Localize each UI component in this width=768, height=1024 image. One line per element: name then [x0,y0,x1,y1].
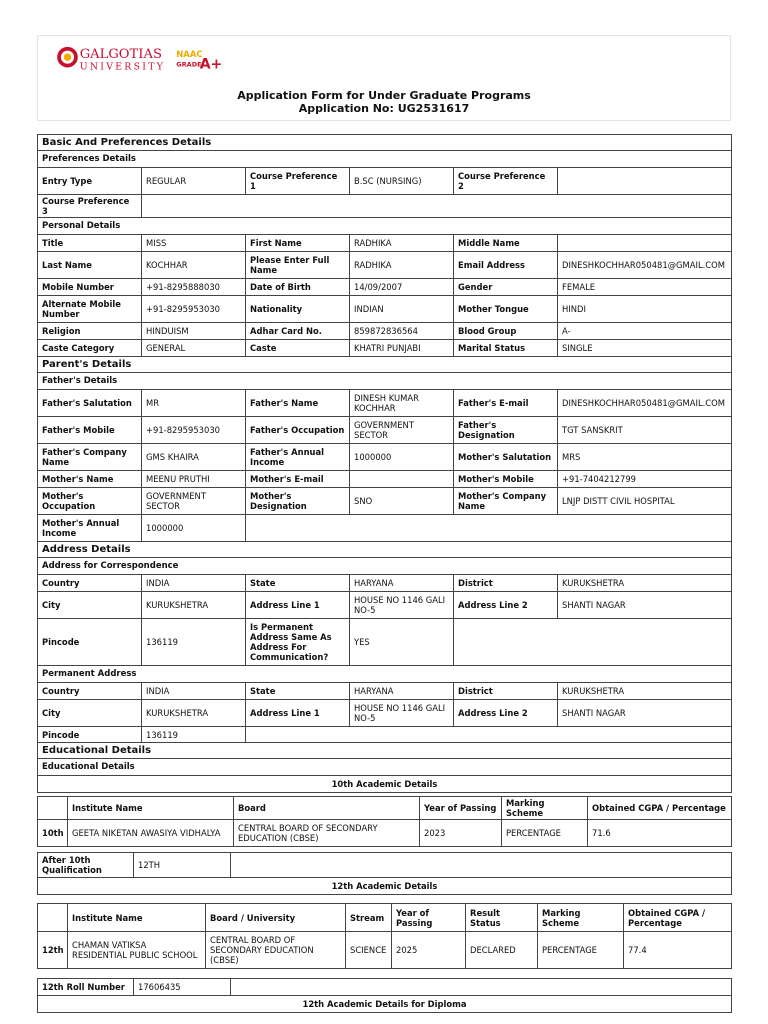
label-mother-designation: Mother's Designation [246,488,350,515]
twelfth-year: 2025 [392,932,466,969]
twelfth-level: 12th [38,932,68,969]
value-last-name: KOCHHAR [142,252,246,279]
label-mother-company: Mother's Company Name [454,488,558,515]
twelfth-header-institute: Institute Name [68,904,206,932]
subsection-preferences: Preferences Details [38,151,732,168]
twelfth-header-level [38,904,68,932]
label-email: Email Address [454,252,558,279]
tenth-header-cgpa: Obtained CGPA / Percentage [588,797,732,820]
tenth-institute: GEETA NIKETAN AWASIYA VIDHALYA [68,820,234,847]
label-adhar: Adhar Card No. [246,323,350,340]
label-mother-tongue: Mother Tongue [454,296,558,323]
value-mother-company: LNJP DISTT CIVIL HOSPITAL [558,488,732,515]
tenth-header-level [38,797,68,820]
label-father-email: Father's E-mail [454,390,558,417]
value-corr-district: KURUKSHETRA [558,575,732,592]
label-title: Title [38,235,142,252]
value-father-designation: TGT SANSKRIT [558,417,732,444]
value-same-address: YES [350,619,454,666]
value-mother-name: MEENU PRUTHI [142,471,246,488]
value-mother-tongue: HINDI [558,296,732,323]
value-corr-city: KURUKSHETRA [142,592,246,619]
empty-cell [246,515,732,542]
label-corr-line1: Address Line 1 [246,592,350,619]
label-course-pref-1: Course Preference 1 [246,168,350,195]
tenth-academic-table [37,796,732,847]
value-corr-line2: SHANTI NAGAR [558,592,732,619]
details-table [37,134,732,793]
galgotias-logo [50,44,250,74]
label-nationality: Nationality [246,296,350,323]
tenth-header-institute: Institute Name [68,797,234,820]
label-mother-income: Mother's Annual Income [38,515,142,542]
label-father-salutation: Father's Salutation [38,390,142,417]
value-perm-line1: HOUSE NO 1146 GALI NO-5 [350,700,454,727]
value-dob: 14/09/2007 [350,279,454,296]
twelfth-board: CENTRAL BOARD OF SECONDARY EDUCATION (CBSE) [206,932,346,969]
label-corr-country: Country [38,575,142,592]
value-father-mobile: +91-8295953030 [142,417,246,444]
twelfth-academic-heading: 12th Academic Details [38,878,732,895]
label-caste-category: Caste Category [38,340,142,357]
value-course-pref-2 [558,168,732,195]
label-corr-pincode: Pincode [38,619,142,666]
label-perm-country: Country [38,683,142,700]
label-gender: Gender [454,279,558,296]
tenth-cgpa: 71.6 [588,820,732,847]
value-perm-district: KURUKSHETRA [558,683,732,700]
value-father-name: DINESH KUMAR KOCHHAR [350,390,454,417]
twelfth-header-cgpa: Obtained CGPA / Percentage [624,904,732,932]
tenth-header-board: Board [234,797,420,820]
label-roll-12th: 12th Roll Number [38,979,134,996]
label-blood-group: Blood Group [454,323,558,340]
value-corr-pincode: 136119 [142,619,246,666]
value-roll-12th: 17606435 [134,979,231,996]
value-title: MISS [142,235,246,252]
twelfth-header-result: Result Status [466,904,538,932]
label-perm-city: City [38,700,142,727]
value-father-company: GMS KHAIRA [142,444,246,471]
value-caste-category: GENERAL [142,340,246,357]
subsection-personal: Personal Details [38,218,732,235]
value-alt-mobile: +91-8295953030 [142,296,246,323]
value-perm-pincode: 136119 [142,727,246,743]
label-perm-district: District [454,683,558,700]
tenth-marking: PERCENTAGE [502,820,588,847]
value-father-occupation: GOVERNMENT SECTOR [350,417,454,444]
value-father-salutation: MR [142,390,246,417]
label-mother-name: Mother's Name [38,471,142,488]
twelfth-result: DECLARED [466,932,538,969]
label-dob: Date of Birth [246,279,350,296]
value-mother-designation: SNO [350,488,454,515]
empty-cell [231,853,732,878]
form-header [37,35,731,121]
empty-cell [454,619,732,666]
value-entry-type: REGULAR [142,168,246,195]
twelfth-header-board: Board / University [206,904,346,932]
label-father-company: Father's Company Name [38,444,142,471]
empty-cell [246,727,732,743]
label-father-designation: Father's Designation [454,417,558,444]
empty-cell [231,979,732,996]
label-corr-district: District [454,575,558,592]
label-alt-mobile: Alternate Mobile Number [38,296,142,323]
tenth-header-marking: Marking Scheme [502,797,588,820]
label-perm-line1: Address Line 1 [246,700,350,727]
label-perm-state: State [246,683,350,700]
svg-text:NAAC: NAAC [176,49,203,60]
value-perm-city: KURUKSHETRA [142,700,246,727]
value-religion: HINDUISM [142,323,246,340]
label-corr-line2: Address Line 2 [454,592,558,619]
twelfth-header-stream: Stream [346,904,392,932]
label-entry-type: Entry Type [38,168,142,195]
label-mother-occupation: Mother's Occupation [38,488,142,515]
value-corr-country: INDIA [142,575,246,592]
label-corr-state: State [246,575,350,592]
value-mother-income: 1000000 [142,515,246,542]
label-father-income: Father's Annual Income [246,444,350,471]
label-after-10th: After 10th Qualification [38,853,134,878]
twelfth-roll-table [37,978,732,1013]
label-religion: Religion [38,323,142,340]
tenth-header-year: Year of Passing [420,797,502,820]
value-mother-mobile: +91-7404212799 [558,471,732,488]
label-first-name: First Name [246,235,350,252]
value-father-email: DINESHKOCHHAR050481@GMAIL.COM [558,390,732,417]
svg-text:GRADE: GRADE [176,60,202,69]
value-after-10th: 12TH [134,853,231,878]
subsection-fathers: Father's Details [38,373,732,390]
value-marital-status: SINGLE [558,340,732,357]
value-gender: FEMALE [558,279,732,296]
twelfth-header-year: Year of Passing [392,904,466,932]
label-mother-salutation: Mother's Salutation [454,444,558,471]
value-perm-country: INDIA [142,683,246,700]
value-corr-state: HARYANA [350,575,454,592]
label-middle-name: Middle Name [454,235,558,252]
label-same-address: Is Permanent Address Same As Address For Communication? [246,619,350,666]
label-course-pref-3: Course Preference 3 [38,195,142,218]
label-perm-pincode: Pincode [38,727,142,743]
label-mother-mobile: Mother's Mobile [454,471,558,488]
label-corr-city: City [38,592,142,619]
value-middle-name [558,235,732,252]
value-mother-occupation: GOVERNMENT SECTOR [142,488,246,515]
twelfth-institute: CHAMAN VATIKSA RESIDENTIAL PUBLIC SCHOOL [68,932,206,969]
svg-text:GALGOTIAS: GALGOTIAS [79,47,162,63]
label-last-name: Last Name [38,252,142,279]
tenth-board: CENTRAL BOARD OF SECONDARY EDUCATION (CBSE) [234,820,420,847]
value-course-pref-1: B.SC (NURSING) [350,168,454,195]
value-first-name: RADHIKA [350,235,454,252]
value-full-name: RADHIKA [350,252,454,279]
value-father-income: 1000000 [350,444,454,471]
twelfth-diploma-heading: 12th Academic Details for Diploma [38,996,732,1013]
value-mother-email [350,471,454,488]
label-mother-email: Mother's E-mail [246,471,350,488]
value-nationality: INDIAN [350,296,454,323]
twelfth-stream: SCIENCE [346,932,392,969]
section-basic-preferences: Basic And Preferences Details [38,135,732,151]
value-blood-group: A- [558,323,732,340]
value-adhar: 859872836564 [350,323,454,340]
value-email: DINESHKOCHHAR050481@GMAIL.COM [558,252,732,279]
svg-text:A+: A+ [199,56,223,73]
subsection-permanent: Permanent Address [38,666,732,683]
tenth-level: 10th [38,820,68,847]
label-course-pref-2: Course Preference 2 [454,168,558,195]
twelfth-cgpa: 77.4 [624,932,732,969]
value-corr-line1: HOUSE NO 1146 GALI NO-5 [350,592,454,619]
value-caste: KHATRI PUNJABI [350,340,454,357]
application-number: Application No: UG2531617 [298,102,470,115]
twelfth-marking: PERCENTAGE [538,932,624,969]
after-10th-table [37,852,732,895]
subsection-correspondence: Address for Correspondence [38,558,732,575]
twelfth-header-marking: Marking Scheme [538,904,624,932]
label-father-occupation: Father's Occupation [246,417,350,444]
label-caste: Caste [246,340,350,357]
label-mobile: Mobile Number [38,279,142,296]
form-title: Application Form for Under Graduate Programs [237,89,531,102]
value-perm-state: HARYANA [350,683,454,700]
label-father-mobile: Father's Mobile [38,417,142,444]
section-address: Address Details [38,542,732,558]
tenth-academic-heading: 10th Academic Details [38,776,732,793]
label-full-name: Please Enter Full Name [246,252,350,279]
value-perm-line2: SHANTI NAGAR [558,700,732,727]
subsection-educational: Educational Details [38,759,732,776]
section-educational: Educational Details [38,743,732,759]
svg-text:UNIVERSITY: UNIVERSITY [79,61,166,73]
twelfth-academic-table [37,903,732,969]
tenth-year: 2023 [420,820,502,847]
value-course-pref-3 [142,195,732,218]
value-mother-salutation: MRS [558,444,732,471]
label-marital-status: Marital Status [454,340,558,357]
section-parents: Parent's Details [38,357,732,373]
value-mobile: +91-8295888030 [142,279,246,296]
label-father-name: Father's Name [246,390,350,417]
label-perm-line2: Address Line 2 [454,700,558,727]
